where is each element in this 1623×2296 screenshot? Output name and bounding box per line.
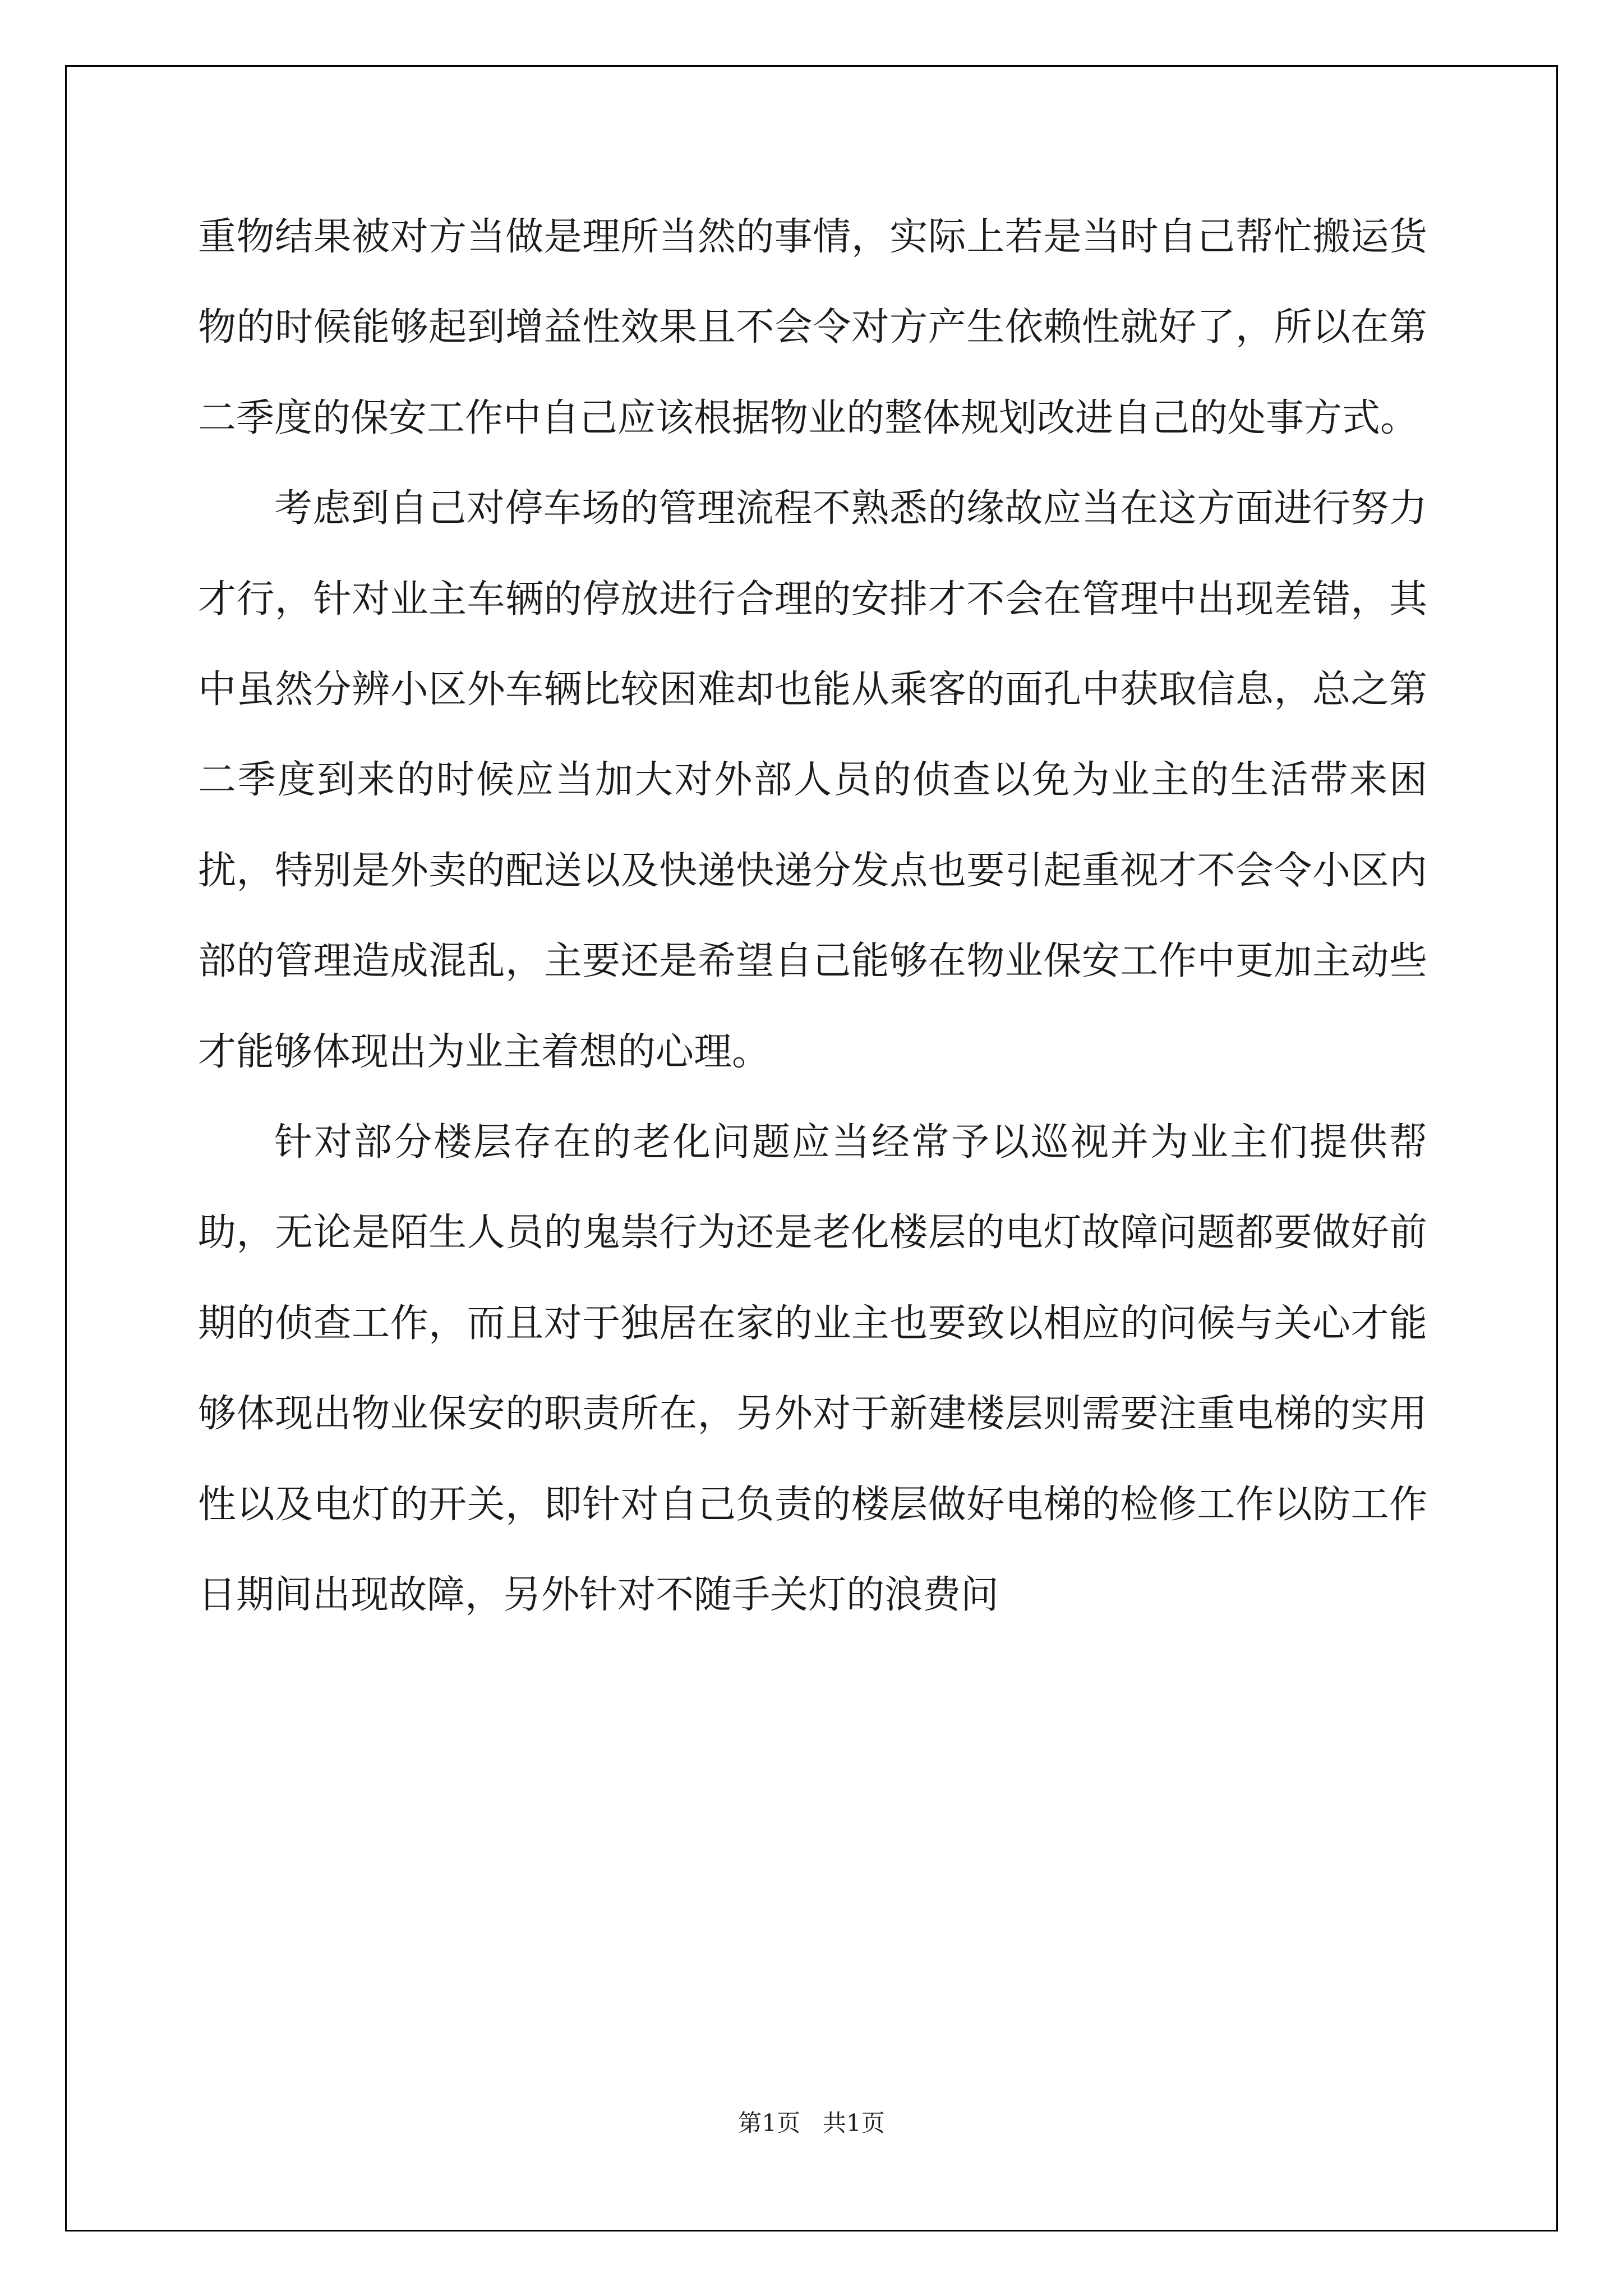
page-number: 第1页 共1页 [738, 2109, 885, 2137]
document-body [198, 192, 1427, 1641]
paragraph-2: 考虑到自己对停车场的管理流程不熟悉的缘故应当在这方面进行努力才行，针对业主车辆的停放进行合理的安排才不会在管理中出现差错，其中虽然分辨小区外车辆比较困难却也能从乘客的面孔中获取信息，总之第二季度到来的时候应当加大对外部人员的侦查以免为业主的生活带来困扰，特别是外卖的配送以及快递快递分发点也要引起重视才不会令小区内部的管理造成混乱，主要还是希望自己能够在物业保安工作中更加主动些才能够体现出为业主着想的心理。 [198, 486, 1427, 1074]
paragraph-3: 针对部分楼层存在的老化问题应当经常予以巡视并为业主们提供帮助，无论是陌生人员的鬼祟行为还是老化楼层的电灯故障问题都要做好前期的侦查工作，而且对于独居在家的业主也要致以相应的问候与关心才能够体现出物业保安的职责所在，另外对于新建楼层则需要注重电梯的实用性以及电灯的开关，即针对自己负责的楼层做好电梯的检修工作以防工作日期间出现故障，另外针对不随手关灯的浪费问 [198, 1120, 1427, 1618]
paragraph-1: 重物结果被对方当做是理所当然的事情，实际上若是当时自己帮忙搬运货物的时候能够起到增益性效果且不会令对方产生依赖性就好了，所以在第二季度的保安工作中自己应该根据物业的整体规划改进自己的处事方式。 [198, 215, 1427, 440]
